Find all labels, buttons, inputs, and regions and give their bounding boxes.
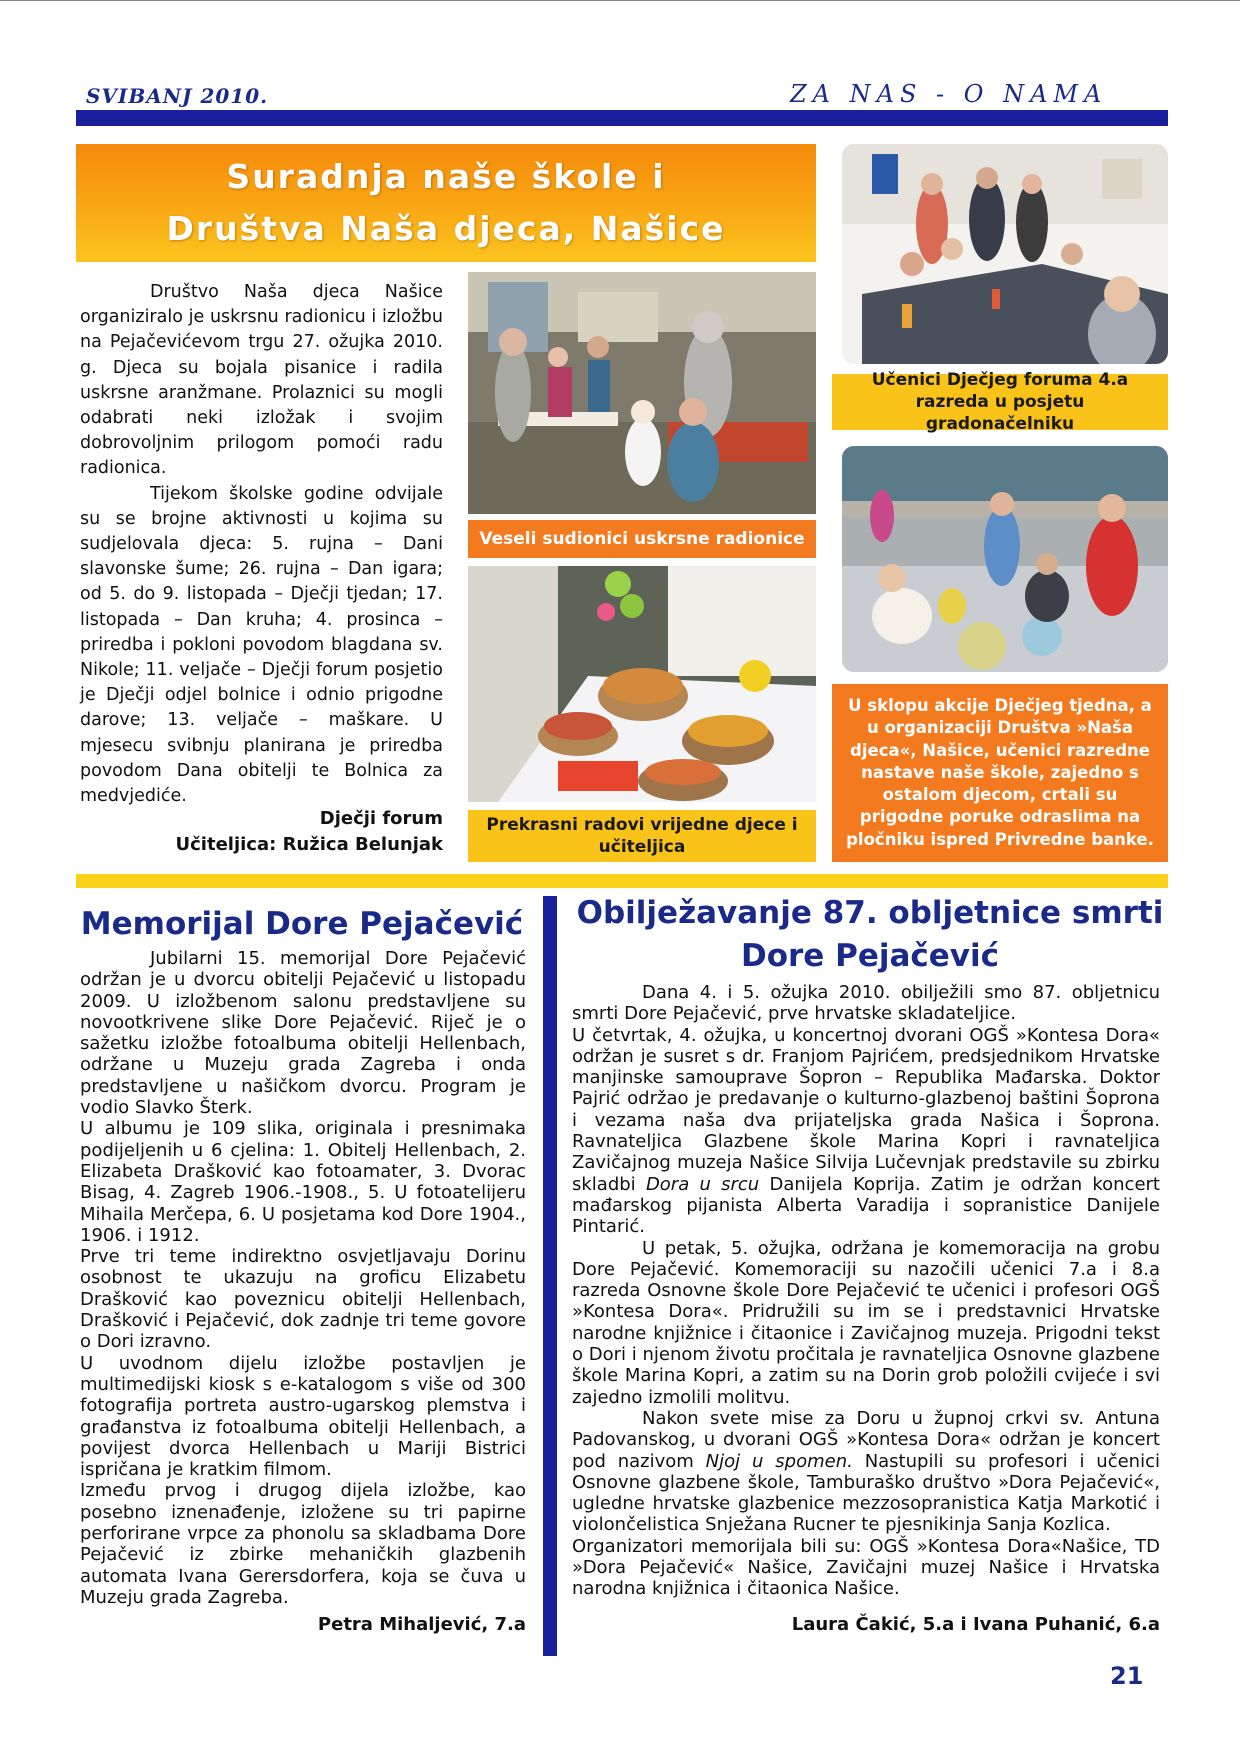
paragraph: U albumu je 109 slika, originala i presnimaka podijeljenih u 6 cjelina: 1. Obitelj Hellenbach, 2. Elizabeta Drašković kao fotoamater, 3. Dvorac Bisag, 4. Zagreb 1906.-1908., 5. U fotoatelijeru Mihaila Merčepa, 6. U posjetama kod Dore 1904., 1906. i 1912. xyxy=(80,1118,526,1246)
paragraph: Prve tri teme indirektno osvjetljavaju Dorinu osobnost te ukazuju na groficu Elizabetu Drašković kao poveznicu obitelji Hellenbach, Drašković i Pejačević, dok zadnje tri teme govore o Dori izravno. xyxy=(80,1246,526,1353)
page-number: 21 xyxy=(1110,1662,1144,1690)
header-bar xyxy=(76,110,1168,126)
banner-line-2: Društva Naša djeca, Našice xyxy=(166,209,726,248)
paragraph: U uvodnom dijelu izložbe postavljen je multimedijski kiosk s e-katalogom s više od 300 fotografija portreta austro-ugarskog plemstva i građanstva iz fotoalbuma obitelji Hellenbach, a povijest dvorca Hellenbach u Mariji Bistrici ispričana je kratkim filmom. xyxy=(80,1352,526,1481)
caption-photo-2: Prekrasni radovi vrijedne djece i učiteljica xyxy=(468,810,816,862)
article-body xyxy=(80,280,443,809)
article-banner xyxy=(76,144,816,262)
photo-easter-eggs xyxy=(468,566,816,802)
issue-date: SVIBANJ 2010. xyxy=(86,84,269,108)
concert-title: Njoj u spomen. xyxy=(705,1450,853,1472)
top-rule xyxy=(0,0,1240,1)
photo-easter-workshop xyxy=(468,272,816,514)
caption-photo-3: Učenici Dječjeg foruma 4.a razreda u posjetu gradonačelniku xyxy=(832,374,1168,430)
paragraph: Društvo Naša djeca Našice organiziralo je uskrsnu radionicu i izložbu na Pejačevićevom trgu 27. ožujka 2010. g. Djeca su bojala pisanice i radila uskrsne aranžmane. Prolaznici su mogli odabrati neki izložak i svojim dobrovoljnim prilogom pomoći radu radionica. xyxy=(80,282,443,479)
magazine-title: ZA NAS - O NAMA xyxy=(790,80,1108,108)
photo-chalk-drawing xyxy=(842,446,1168,672)
article-signature: Laura Čakić, 5.a i Ivana Puhanić, 6.a xyxy=(791,1614,1160,1635)
text: Nakon svete mise za Doru u župnoj crkvi sv. Antuna Padovanskog, u dvorani OGŠ »Kontesa Dora« održan je koncert pod nazivom xyxy=(572,1407,1160,1472)
text: U četvrtak, 4. ožujka, u koncertnoj dvorani OGŠ »Kontesa Dora« održan je susret s dr. Franjom Pajrićem, predsjednikom Hrvatske manjinske samouprave Šopron – Republika Mađarska. Doktor Pajrić održao je predavanje o kulturno-glazbenoj baštini Šoprona i vezama naša dva prijateljska grada Našica i Šoprona. Ravnateljica Glazbene škole Marina Kopri i ravnateljica Zavičajnog muzeja Našice Silvija Lučevnjak predstavile su zbirku skladbi xyxy=(572,1024,1160,1195)
text: Danijela Koprija. Zatim je održan koncert mađarskog pijanista Alberta Varadija i sopranistice Danijele Pintarić. xyxy=(572,1173,1160,1238)
paragraph xyxy=(572,1408,1160,1536)
section-divider xyxy=(76,874,1168,888)
article-signature: Petra Mihaljević, 7.a xyxy=(317,1614,526,1635)
paragraph xyxy=(572,1025,1160,1238)
title-line: Dore Pejačević xyxy=(740,938,1000,974)
signature-line: Učiteljica: Ružica Belunjak xyxy=(175,834,443,855)
paragraph: Između prvog i drugog dijela izložbe, kao posebno iznenađenje, izložene su tri papirne perforirane vrpce za phonolu sa skladbama Dore Pejačević iz zbirke mehaničkih glazbenih automata Ivana Gerersdorfera, koja se čuva u Muzeju grada Zagreba. xyxy=(80,1480,526,1608)
title-line: Obilježavanje 87. obljetnice smrti xyxy=(576,895,1164,931)
paragraph: U petak, 5. ožujka, održana je komemoracija na grobu Dore Pejačević. Komemoraciji su nazočili učenici 7.a i 8.a razreda Osnovne škole Dore Pejačević te učenici i profesori OGŠ »Kontesa Dora«. Pridružili su im se i predstavnici Hrvatske narodne knjižnice i čitaonice i Zavičajnog muzeja. Prigodni tekst o Dori i njenom životu pročitala je ravnateljica Osnovne glazbene škole Marina Kopri, a zatim su na Dorin grob položili cvijeće i svi zajedno izmolili molitvu. xyxy=(572,1237,1160,1408)
caption-photo-1: Veseli sudionici uskrsne radionice xyxy=(468,520,816,558)
column-divider xyxy=(543,896,557,1656)
paragraph: Dana 4. i 5. ožujka 2010. obilježili smo 87. obljetnicu smrti Dore Pejačević, prve hrvatske skladateljice. xyxy=(572,982,1160,1025)
text: Nastupili su profesori i učenici Osnovne glazbene škole, Tamburaško društvo »Dora Pejačević«, ugledne hrvatske glazbenice mezzosopranistica Katja Markotić i violončelistica Snježana Rucner te pjesnikinja Sanja Kozlica. xyxy=(572,1450,1160,1536)
paragraph: Tijekom školske godine odvijale su se brojne aktivnosti u kojima su sudjelovala djeca: 5. rujna – Dani slavonske šume; 26. rujna – Dan igara; od 5. do 9. listopada – Dječji tjedan; 17. listopada – Dan kruha; 4. prosinca – priredba i pokloni povodom blagdana sv. Nikole; 11. veljače – Dječji forum posjetio je Dječji odjel bolnice i odnio prigodne darove; 13. veljače – maškare. U mjesecu svibnju planirana je priredba povodom Dana obitelji te Bolnica za medvjediće. xyxy=(80,483,443,807)
paragraph: Organizatori memorijala bili su: OGŠ »Kontesa Dora«Našice, TD »Dora Pejačević« Našice, Zavičajni muzej Našice i Hrvatska narodna knjižnica i čitaonica Našice. xyxy=(572,1535,1160,1600)
paragraph: Jubilarni 15. memorijal Dore Pejačević održan je u dvorcu obitelji Pejačević u listopadu 2009. U izložbenom salonu predstavljene su novootkrivene slike Dore Pejačević. Riječ je o sažetku izložbe fotoalbuma obitelji Hellenbach, održane u Muzeju grada Zagreba i onda predstavljene u našičkom dvorcu. Program je vodio Slavko Šterk. xyxy=(80,948,526,1119)
article-title xyxy=(572,892,1168,978)
article-title: Memorijal Dore Pejačević xyxy=(80,906,524,942)
song-title: Dora u srcu xyxy=(645,1173,760,1195)
article-body xyxy=(572,982,1160,1600)
photo-mayor-visit xyxy=(842,144,1168,364)
article-signature xyxy=(80,806,443,858)
article-body xyxy=(80,948,526,1608)
banner-line-1: Suradnja naše škole i xyxy=(226,157,666,196)
caption-photo-4: U sklopu akcije Dječjeg tjedna, a u organizaciji Društva »Naša djeca«, Našice, učenici razredne nastave naše škole, zajedno s ostalom djecom, crtali su prigodne poruke odraslima na pločniku ispred Privredne banke. xyxy=(832,684,1168,862)
signature-line: Dječji forum xyxy=(319,808,443,829)
